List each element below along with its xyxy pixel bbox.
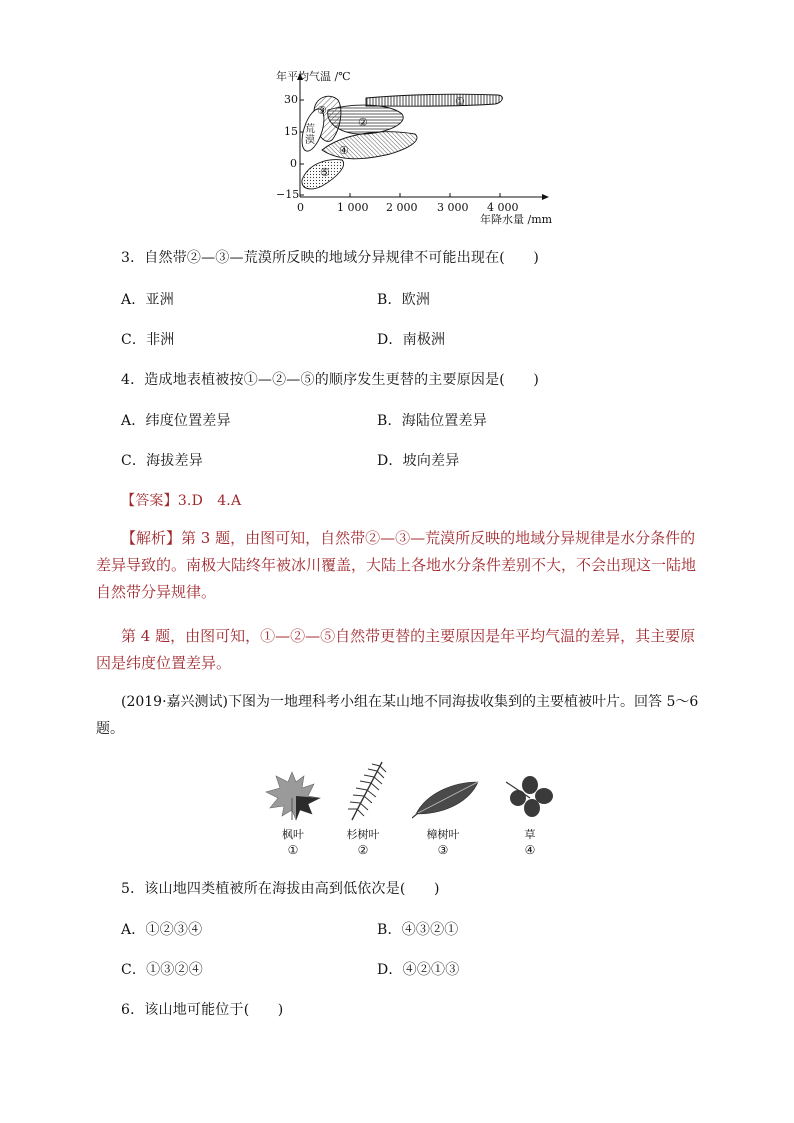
leaf-num-4: ④ <box>524 843 536 857</box>
chart-x-label: 年降水量 /mm <box>480 213 553 226</box>
question-3-option-d: D．南极洲 <box>377 332 446 348</box>
zone-1-shape <box>366 94 502 106</box>
desert-label-2: 漠 <box>305 135 315 146</box>
chart-xtick-4000: 4 000 <box>487 201 519 214</box>
clover-leaf-image <box>502 774 558 822</box>
chart-xtick-3000: 3 000 <box>437 201 469 214</box>
analysis-paragraph-2 <box>96 623 702 677</box>
leaf-name-1: 枫叶 <box>282 828 304 841</box>
leaf-num-3: ③ <box>437 843 449 857</box>
question-4-option-d: D．坡向差异 <box>377 453 460 469</box>
answer-line <box>121 490 241 510</box>
question-3-option-b: B．欧洲 <box>377 292 431 308</box>
chart-ytick-0: 0 <box>290 157 297 170</box>
question-5-option-b: B．④③②① <box>377 922 459 938</box>
analysis-paragraph-1 <box>96 525 702 606</box>
analysis-text-1: 第 3 题，由图可知，自然带②—③—荒漠所反映的地域分异规律是水分条件的差异导致的。南极大陆终年被冰川覆盖，大陆上各地水分条件差别不大，不会出现这一陆地自然带分异规律。 <box>96 529 697 601</box>
question-5-option-a: A．①②③④ <box>121 922 203 938</box>
chart-xtick-0: 0 <box>297 201 304 214</box>
chart-ytick-30: 30 <box>284 93 298 106</box>
zone-label-5: ⑤ <box>320 166 330 179</box>
leaf-name-2: 杉树叶 <box>346 828 380 841</box>
question-5-option-d: D．④②①③ <box>377 962 460 978</box>
chart-ytick-neg15: −15 <box>276 188 300 201</box>
leaf-name-4: 草 <box>524 828 536 841</box>
desert-label-1: 荒 <box>305 124 315 135</box>
question-4-option-a: A．纬度位置差异 <box>121 413 231 429</box>
answer-text: 3.D 4.A <box>177 493 242 509</box>
chart-xtick-1000: 1 000 <box>337 201 369 214</box>
analysis-tag: 【解析】 <box>121 529 182 547</box>
x-axis-arrow <box>542 194 549 200</box>
question-4-stem: 4．造成地表植被按①—②—⑤的顺序发生更替的主要原因是( ) <box>121 372 540 388</box>
camphor-leaf-image <box>412 778 482 820</box>
leaf-name-3: 樟树叶 <box>426 828 460 841</box>
question-3-stem: 3．自然带②—③—荒漠所反映的地域分异规律不可能出现在( ) <box>121 250 540 266</box>
answer-tag: 【答案】 <box>121 493 178 509</box>
zone-4-shape <box>322 132 417 159</box>
leaf-num-1: ① <box>287 843 299 857</box>
section-intro: (2019·嘉兴测试)下图为一地理科考小组在某山地不同海拔收集到的主要植被叶片。回答 5～6 题。 <box>96 694 699 737</box>
analysis-text-2: 第 4 题，由图可知，①—②—⑤自然带更替的主要原因是年平均气温的差异，其主要原因是纬度位置差异。 <box>96 627 696 672</box>
question-3-option-a: A．亚洲 <box>121 292 174 308</box>
fir-leaf-image <box>346 760 388 822</box>
zone-label-4: ④ <box>339 144 349 157</box>
question-4-option-b: B．海陆位置差异 <box>377 413 487 429</box>
zone-label-3: ③ <box>317 104 327 117</box>
maple-leaf-image <box>262 768 326 822</box>
chart-ytick-15: 15 <box>284 125 298 138</box>
question-6-stem: 6．该山地可能位于( ) <box>121 1002 284 1018</box>
leaf-num-2: ② <box>357 843 369 857</box>
question-4-option-c: C．海拔差异 <box>121 453 203 469</box>
chart-xtick-2000: 2 000 <box>386 201 418 214</box>
chart-y-label: 年平均气温 /℃ <box>276 70 351 83</box>
question-5-option-c: C．①③②④ <box>121 962 203 978</box>
question-3-option-c: C．非洲 <box>121 332 175 348</box>
question-5-stem: 5．该山地四类植被所在海拔由高到低依次是( ) <box>121 881 440 897</box>
zone-label-1: ① <box>455 95 465 108</box>
zone-label-2: ② <box>358 116 368 129</box>
